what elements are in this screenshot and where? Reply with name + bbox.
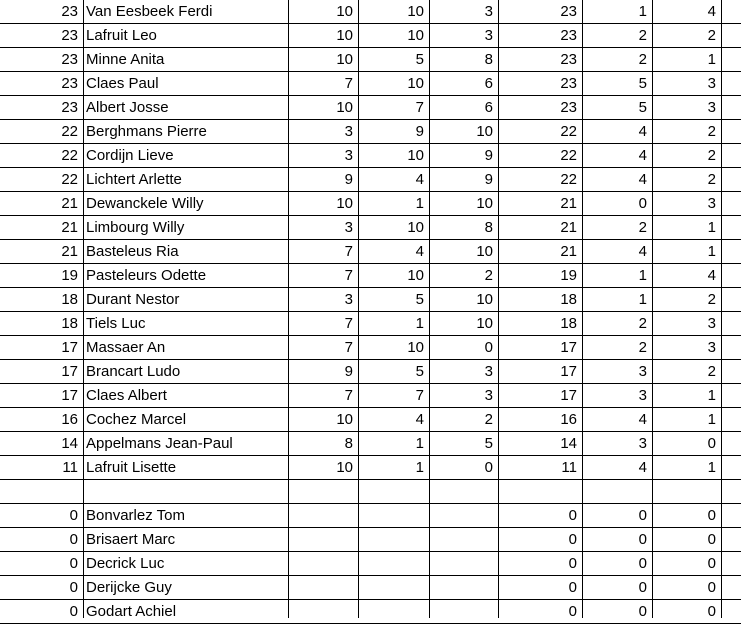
cell-total[interactable]: 18 [61, 315, 78, 332]
cell-c1[interactable] [288, 576, 358, 600]
cell-name[interactable]: Brisaert Marc [86, 531, 176, 548]
row-gridline [0, 71, 741, 72]
cell-total[interactable]: 17 [61, 387, 78, 404]
cell-name[interactable]: Cordijn Lieve [86, 147, 174, 164]
column-gridline [288, 0, 289, 618]
cell-c1[interactable] [288, 480, 358, 504]
table-row [0, 48, 741, 72]
cell-c4[interactable]: 21 [560, 219, 577, 236]
cell-c6[interactable]: 0 [707, 531, 716, 548]
cell-c3[interactable]: 9 [484, 171, 493, 188]
cell-c3[interactable] [429, 480, 498, 504]
cell-total[interactable]: 14 [61, 435, 78, 452]
table-row [0, 72, 741, 96]
cell-c4[interactable]: 23 [560, 51, 577, 68]
cell-c4[interactable] [498, 480, 582, 504]
cell-c4[interactable]: 22 [560, 147, 577, 164]
cell-c1[interactable] [288, 528, 358, 552]
cell-c1[interactable] [288, 552, 358, 576]
row-gridline [0, 47, 741, 48]
cell-c4[interactable]: 21 [560, 195, 577, 212]
cell-total[interactable]: 0 [69, 555, 78, 572]
cell-c3[interactable]: 5 [484, 435, 493, 452]
table-row [0, 432, 741, 456]
cell-c1[interactable]: 3 [344, 291, 353, 308]
column-gridline [582, 0, 583, 618]
cell-c6[interactable]: 4 [707, 267, 716, 284]
cell-c6[interactable]: 1 [707, 411, 716, 428]
cell-c3[interactable]: 0 [484, 339, 493, 356]
cell-total[interactable]: 23 [61, 27, 78, 44]
cell-c6[interactable]: 1 [707, 51, 716, 68]
cell-c5[interactable]: 2 [638, 51, 647, 68]
cell-c1[interactable]: 3 [344, 123, 353, 140]
cell-c5[interactable]: 1 [638, 3, 647, 20]
cell-c3[interactable] [429, 576, 498, 600]
cell-c4[interactable]: 17 [560, 387, 577, 404]
cell-c5[interactable]: 4 [638, 123, 647, 140]
cell-total[interactable]: 16 [61, 411, 78, 428]
table-row [0, 264, 741, 288]
cell-c6[interactable]: 3 [707, 315, 716, 332]
cell-c1[interactable]: 10 [336, 3, 353, 20]
cell-name[interactable]: Tiels Luc [86, 315, 146, 332]
cell-total[interactable]: 21 [61, 219, 78, 236]
row-gridline [0, 575, 741, 576]
cell-name[interactable]: Lichtert Arlette [86, 171, 182, 188]
cell-c5[interactable]: 2 [638, 339, 647, 356]
cell-c2[interactable]: 10 [407, 75, 424, 92]
cell-c6[interactable]: 4 [707, 3, 716, 20]
cell-c6[interactable]: 2 [707, 147, 716, 164]
cell-c4[interactable]: 18 [560, 315, 577, 332]
row-gridline [0, 407, 741, 408]
cell-c6[interactable]: 1 [707, 459, 716, 476]
row-gridline [0, 23, 741, 24]
cell-c5[interactable]: 0 [638, 579, 647, 596]
cell-c3[interactable]: 8 [484, 51, 493, 68]
cell-c3[interactable]: 2 [484, 411, 493, 428]
cell-name[interactable]: Massaer An [86, 339, 166, 356]
cell-c6[interactable]: 3 [707, 75, 716, 92]
cell-total[interactable]: 21 [61, 243, 78, 260]
cell-c2[interactable]: 5 [415, 51, 424, 68]
cell-c4[interactable]: 0 [568, 531, 577, 548]
cell-total[interactable]: 21 [61, 195, 78, 212]
row-gridline [0, 311, 741, 312]
cell-c5[interactable]: 2 [638, 315, 647, 332]
cell-name[interactable] [83, 480, 288, 504]
cell-name[interactable]: Minne Anita [86, 51, 165, 68]
cell-c4[interactable]: 23 [560, 3, 577, 20]
cell-c1[interactable]: 7 [344, 267, 353, 284]
cell-c5[interactable]: 0 [638, 195, 647, 212]
cell-c6[interactable]: 0 [707, 579, 716, 596]
cell-c1[interactable]: 7 [344, 315, 353, 332]
cell-c5[interactable]: 1 [638, 267, 647, 284]
column-gridline [721, 0, 722, 618]
cell-c6[interactable]: 0 [707, 555, 716, 572]
cell-c2[interactable] [358, 600, 429, 624]
cell-total[interactable]: 22 [61, 123, 78, 140]
cell-name[interactable]: Decrick Luc [86, 555, 165, 572]
cell-c3[interactable]: 10 [476, 195, 493, 212]
table-row [0, 576, 741, 600]
cell-c6[interactable]: 3 [707, 339, 716, 356]
cell-c3[interactable] [429, 504, 498, 528]
cell-c3[interactable]: 3 [484, 363, 493, 380]
cell-name[interactable]: Appelmans Jean-Paul [86, 435, 233, 452]
column-gridline [429, 0, 430, 618]
cell-c6[interactable]: 3 [707, 195, 716, 212]
table-row [0, 0, 741, 24]
table-row [0, 216, 741, 240]
row-gridline [0, 143, 741, 144]
cell-c2[interactable]: 10 [407, 27, 424, 44]
row-gridline [0, 431, 741, 432]
row-gridline [0, 215, 741, 216]
table-row [0, 120, 741, 144]
row-gridline [0, 167, 741, 168]
cell-c6[interactable]: 1 [707, 387, 716, 404]
cell-name[interactable]: Dewanckele Willy [86, 195, 204, 212]
cell-name[interactable]: Durant Nestor [86, 291, 180, 308]
cell-c2[interactable]: 4 [415, 243, 424, 260]
cell-c5[interactable]: 4 [638, 411, 647, 428]
cell-c6[interactable]: 2 [707, 123, 716, 140]
row-gridline [0, 503, 741, 504]
row-gridline [0, 527, 741, 528]
cell-c4[interactable]: 22 [560, 123, 577, 140]
cell-c5[interactable]: 0 [638, 603, 647, 620]
cell-c5[interactable]: 3 [638, 435, 647, 452]
cell-c3[interactable]: 10 [476, 123, 493, 140]
blank-row [0, 480, 741, 504]
cell-c2[interactable] [358, 552, 429, 576]
cell-c3[interactable]: 6 [484, 75, 493, 92]
cell-c4[interactable]: 17 [560, 363, 577, 380]
cell-name[interactable]: Basteleus Ria [86, 243, 179, 260]
cell-c4[interactable]: 0 [568, 603, 577, 620]
cell-c6[interactable]: 0 [707, 435, 716, 452]
cell-c3[interactable]: 6 [484, 99, 493, 116]
row-gridline [0, 359, 741, 360]
table-row [0, 456, 741, 480]
cell-name[interactable]: Claes Paul [86, 75, 159, 92]
cell-name[interactable]: Brancart Ludo [86, 363, 181, 380]
cell-c2[interactable]: 10 [407, 267, 424, 284]
cell-c2[interactable]: 1 [415, 315, 424, 332]
cell-c2[interactable] [358, 504, 429, 528]
row-gridline [0, 191, 741, 192]
table-row [0, 24, 741, 48]
cell-c3[interactable]: 3 [484, 387, 493, 404]
cell-c2[interactable]: 10 [407, 3, 424, 20]
cell-c2[interactable]: 4 [415, 171, 424, 188]
cell-total[interactable]: 18 [61, 291, 78, 308]
cell-c1[interactable]: 7 [344, 339, 353, 356]
table-row [0, 312, 741, 336]
cell-c3[interactable]: 10 [476, 315, 493, 332]
cell-c5[interactable]: 2 [638, 27, 647, 44]
cell-name[interactable]: Van Eesbeek Ferdi [86, 3, 213, 20]
table-row [0, 504, 741, 528]
cell-c3[interactable]: 9 [484, 147, 493, 164]
cell-name[interactable]: Godart Achiel [86, 603, 177, 620]
cell-total[interactable]: 0 [69, 507, 78, 524]
column-gridline [498, 0, 499, 618]
cell-c3[interactable] [429, 528, 498, 552]
cell-c1[interactable]: 7 [344, 387, 353, 404]
cell-c4[interactable]: 18 [560, 291, 577, 308]
cell-name[interactable]: Lafruit Lisette [86, 459, 177, 476]
cell-total[interactable]: 23 [61, 3, 78, 20]
cell-c3[interactable]: 0 [484, 459, 493, 476]
cell-c3[interactable]: 10 [476, 291, 493, 308]
cell-total[interactable]: 17 [61, 363, 78, 380]
cell-c6[interactable]: 2 [707, 171, 716, 188]
cell-c4[interactable]: 19 [560, 267, 577, 284]
cell-c5[interactable]: 0 [638, 531, 647, 548]
cell-name[interactable]: Derijcke Guy [86, 579, 172, 596]
column-gridline [83, 0, 84, 618]
cell-c1[interactable] [288, 600, 358, 624]
table-row [0, 360, 741, 384]
cell-c3[interactable]: 10 [476, 243, 493, 260]
table-row [0, 408, 741, 432]
cell-c4[interactable]: 21 [560, 243, 577, 260]
cell-c2[interactable] [358, 576, 429, 600]
cell-c1[interactable] [288, 504, 358, 528]
cell-c2[interactable]: 5 [415, 363, 424, 380]
cell-c2[interactable]: 1 [415, 435, 424, 452]
column-gridline [652, 0, 653, 618]
cell-c1[interactable]: 10 [336, 51, 353, 68]
cell-c2[interactable]: 10 [407, 219, 424, 236]
cell-c1[interactable]: 7 [344, 75, 353, 92]
row-gridline [0, 335, 741, 336]
cell-c1[interactable]: 10 [336, 459, 353, 476]
cell-c5[interactable]: 4 [638, 243, 647, 260]
row-gridline [0, 551, 741, 552]
table-row [0, 384, 741, 408]
cell-c5[interactable]: 1 [638, 291, 647, 308]
row-gridline [0, 599, 741, 600]
cell-c3[interactable] [429, 552, 498, 576]
cell-c2[interactable]: 10 [407, 147, 424, 164]
table-row [0, 336, 741, 360]
cell-c4[interactable]: 23 [560, 27, 577, 44]
cell-c5[interactable]: 3 [638, 363, 647, 380]
table-row [0, 528, 741, 552]
cell-c4[interactable]: 17 [560, 339, 577, 356]
cell-total[interactable]: 0 [69, 579, 78, 596]
cell-total[interactable]: 22 [61, 147, 78, 164]
cell-c1[interactable]: 3 [344, 219, 353, 236]
cell-c5[interactable]: 4 [638, 459, 647, 476]
cell-total[interactable] [0, 480, 83, 504]
cell-total[interactable]: 11 [62, 459, 78, 476]
cell-c2[interactable]: 5 [415, 291, 424, 308]
cell-c3[interactable]: 3 [484, 27, 493, 44]
table-row [0, 600, 741, 624]
cell-c2[interactable] [358, 528, 429, 552]
cell-c3[interactable]: 2 [484, 267, 493, 284]
cell-c4[interactable]: 14 [560, 435, 577, 452]
cell-c2[interactable]: 4 [415, 411, 424, 428]
row-gridline [0, 383, 741, 384]
row-gridline [0, 479, 741, 480]
cell-c4[interactable]: 0 [568, 555, 577, 572]
cell-c5[interactable]: 0 [638, 555, 647, 572]
cell-c1[interactable]: 10 [336, 99, 353, 116]
cell-c4[interactable]: 16 [560, 411, 577, 428]
cell-c4[interactable]: 11 [561, 459, 577, 476]
cell-name[interactable]: Pasteleurs Odette [86, 267, 207, 284]
cell-total[interactable]: 22 [61, 171, 78, 188]
table-row [0, 192, 741, 216]
cell-c6[interactable] [652, 480, 721, 504]
cell-c2[interactable]: 7 [415, 387, 424, 404]
cell-c6[interactable]: 0 [707, 507, 716, 524]
cell-c1[interactable]: 7 [344, 243, 353, 260]
cell-c1[interactable]: 10 [336, 411, 353, 428]
cell-c5[interactable]: 3 [638, 387, 647, 404]
cell-c6[interactable]: 1 [707, 219, 716, 236]
row-gridline [0, 263, 741, 264]
cell-c2[interactable]: 7 [415, 99, 424, 116]
row-gridline [0, 95, 741, 96]
cell-c3[interactable]: 3 [484, 3, 493, 20]
column-gridline [358, 0, 359, 618]
cell-name[interactable]: Bonvarlez Tom [86, 507, 185, 524]
cell-total[interactable]: 19 [61, 267, 78, 284]
cell-name[interactable]: Limbourg Willy [86, 219, 185, 236]
cell-total[interactable]: 23 [61, 99, 78, 116]
cell-c1[interactable]: 9 [344, 171, 353, 188]
cell-c1[interactable]: 10 [336, 195, 353, 212]
table-row [0, 168, 741, 192]
cell-c6[interactable]: 2 [707, 363, 716, 380]
cell-total[interactable]: 0 [69, 603, 78, 620]
row-gridline [0, 119, 741, 120]
cell-c4[interactable]: 0 [568, 579, 577, 596]
cell-c5[interactable]: 4 [638, 171, 647, 188]
cell-c5[interactable] [582, 480, 652, 504]
cell-c4[interactable]: 22 [560, 171, 577, 188]
cell-c6[interactable]: 0 [707, 603, 716, 620]
cell-c2[interactable]: 10 [407, 339, 424, 356]
cell-c1[interactable]: 9 [344, 363, 353, 380]
cell-c2[interactable] [358, 480, 429, 504]
cell-total[interactable]: 23 [61, 75, 78, 92]
cell-c1[interactable]: 8 [344, 435, 353, 452]
cell-c5[interactable]: 4 [638, 147, 647, 164]
table-row [0, 240, 741, 264]
cell-name[interactable]: Cochez Marcel [86, 411, 187, 428]
cell-name[interactable]: Claes Albert [86, 387, 167, 404]
cell-c3[interactable] [429, 600, 498, 624]
cell-c2[interactable]: 1 [415, 459, 424, 476]
cell-total[interactable]: 17 [61, 339, 78, 356]
cell-c3[interactable]: 8 [484, 219, 493, 236]
table-row [0, 144, 741, 168]
cell-name[interactable]: Lafruit Leo [86, 27, 157, 44]
row-gridline [0, 455, 741, 456]
cell-c2[interactable]: 1 [415, 195, 424, 212]
cell-total[interactable]: 0 [69, 531, 78, 548]
cell-c5[interactable]: 5 [638, 75, 647, 92]
cell-c6[interactable]: 2 [707, 27, 716, 44]
table-row [0, 288, 741, 312]
cell-c1[interactable]: 10 [336, 27, 353, 44]
cell-c6[interactable]: 2 [707, 291, 716, 308]
row-gridline [0, 287, 741, 288]
cell-c6[interactable]: 1 [707, 243, 716, 260]
table-row [0, 552, 741, 576]
row-gridline [0, 239, 741, 240]
cell-name[interactable]: Berghmans Pierre [86, 123, 207, 140]
cell-c1[interactable]: 3 [344, 147, 353, 164]
cell-c4[interactable]: 23 [560, 75, 577, 92]
cell-c5[interactable]: 0 [638, 507, 647, 524]
table-row [0, 96, 741, 120]
cell-c4[interactable]: 0 [568, 507, 577, 524]
cell-c4[interactable]: 23 [560, 99, 577, 116]
cell-c5[interactable]: 5 [638, 99, 647, 116]
cell-name[interactable]: Albert Josse [86, 99, 169, 116]
cell-c2[interactable]: 9 [415, 123, 424, 140]
cell-c5[interactable]: 2 [638, 219, 647, 236]
cell-c6[interactable]: 3 [707, 99, 716, 116]
cell-total[interactable]: 23 [61, 51, 78, 68]
